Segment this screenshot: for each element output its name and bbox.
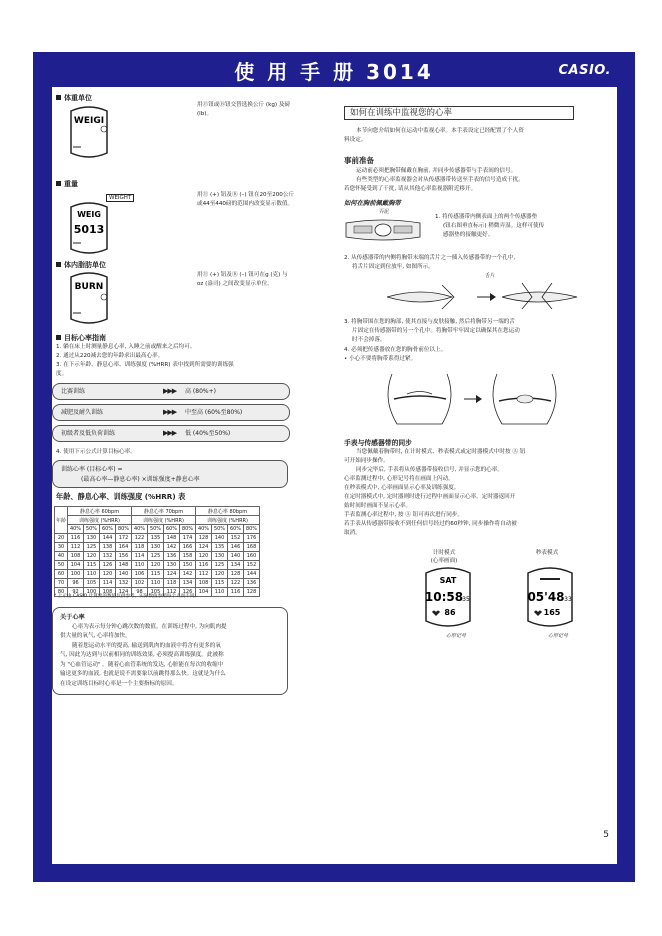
svg-text:86: 86 [444, 608, 456, 617]
hr-cell: 160 [244, 552, 260, 561]
hr-cell: 125 [212, 561, 228, 570]
svg-text:5013: 5013 [73, 223, 105, 236]
level-beginner: 初级者及低负荷训练 ▶▶▶ 低 (40%至50%) [52, 425, 290, 442]
pct-header: 80% [244, 525, 260, 534]
casio-logo: CASIO. [558, 63, 611, 78]
pct-header: 40% [196, 525, 212, 534]
sub-header: 训练强度 (%HRR) [196, 516, 260, 525]
hr-cell: 148 [116, 561, 132, 570]
group-header: 静息心率 60bpm [68, 507, 132, 516]
prep-text: 运动前必须把胸带佩戴在胸前, 并同步传感器带与手表间的信号。 有些类型的心率监视器会对从传感器带传送至手表的信号造成干扰。 若您怀疑受到了干扰, 请从其他心率监视器附近移开。 [344, 168, 524, 192]
hr-cell: 110 [84, 570, 100, 579]
about-line: 为 "心血管运动" 。随着心血管系统的发达, 心脏能在每次的收缩中 [60, 661, 224, 668]
group-header: 静息心率 70bpm [132, 507, 196, 516]
fat-unit-text: 用Ⓔ (+) 钮及Ⓑ (–) 钮可在g (克) 与 oz (盎司) 之间改变显示单位。 [197, 272, 288, 287]
hr-cell: 164 [116, 543, 132, 552]
hr-cell: 132 [116, 579, 132, 588]
sensor-strap-illustration [344, 213, 422, 243]
hr-cell: 122 [228, 579, 244, 588]
hr-cell: 102 [132, 579, 148, 588]
about-line: 输送更多的血液, 也就是说不需要象以前跳得那么快。这就是为什么 [60, 671, 226, 677]
hr-cell: 152 [228, 534, 244, 543]
hr-cell: 124 [196, 543, 212, 552]
tongue-label: 舌片 [485, 273, 496, 279]
page-number: 5 [603, 830, 609, 840]
hr-cell: 114 [100, 579, 116, 588]
svg-text:BURN: BURN [74, 282, 104, 292]
hr-cell: 168 [244, 543, 260, 552]
hr-cell: 140 [116, 570, 132, 579]
age-cell: 40 [55, 552, 68, 561]
hr-cell: 134 [180, 579, 196, 588]
hr-cell: 146 [228, 543, 244, 552]
weight-tag: WEIGHT [106, 194, 134, 202]
hr-cell: 92 [68, 588, 84, 597]
table-row [55, 552, 260, 561]
insert-tongue-illustration [382, 277, 582, 313]
svg-text:WEIG: WEIG [77, 210, 101, 219]
svg-text:165: 165 [543, 608, 561, 617]
pct-header: 80% [180, 525, 196, 534]
table-row [55, 534, 260, 543]
svg-text:SAT: SAT [439, 576, 457, 585]
hr-cell: 120 [148, 561, 164, 570]
hr-cell: 118 [164, 579, 180, 588]
how-to-step3: 3. 将胸带围在您的胸部, 使其直接与皮肤接触, 然后将胸带另一端的舌 片固定在传感器带的另一个孔中。将胸带牢牢固定以确保其在您运动 时不会掉落。 [344, 319, 520, 343]
hr-cell: 120 [84, 552, 100, 561]
hr-cell: 105 [84, 579, 100, 588]
heart-rate-table [54, 506, 260, 597]
hr-cell: 112 [164, 588, 180, 597]
hr-cell: 126 [100, 561, 116, 570]
watch-weight [61, 199, 117, 257]
watch-timekeeping [418, 565, 478, 633]
level-endurance: 减肥及耐久训练 ▶▶▶ 中至高 (60%至80%) [52, 404, 290, 421]
hr-cell: 125 [148, 552, 164, 561]
hr-cell: 128 [228, 570, 244, 579]
age-cell: 60 [55, 570, 68, 579]
hr-cell: 128 [244, 588, 260, 597]
weight-text: 用Ⓔ (+) 钮及Ⓑ (–) 钮在20至200公斤 或44至440磅的范围内改变显示数值。 [197, 192, 295, 207]
hr-cell: 135 [212, 543, 228, 552]
hr-cell: 166 [180, 543, 196, 552]
about-line: 随着您运动水平的提高, 输送到肌肉的血液中将含有更多的氧 [72, 642, 221, 649]
page-content [52, 87, 617, 864]
step-4: 4. 使用下示公式计算目标心率。 [56, 449, 136, 455]
hr-cell: 144 [244, 570, 260, 579]
hr-cell: 140 [228, 552, 244, 561]
pct-header: 80% [116, 525, 132, 534]
svg-text:33: 33 [564, 596, 572, 603]
hr-cell: 108 [68, 552, 84, 561]
strap-label: 弄泥 [379, 209, 390, 215]
hr-cell: 136 [244, 579, 260, 588]
hr-cell: 98 [132, 588, 148, 597]
level-race: 比赛训练 ▶▶▶ 高 (80%+) [52, 383, 290, 400]
target-heading: 目标心率指南 [56, 333, 106, 343]
formula-box: 训练心率 (目标心率) = (最高心率—静息心率) ×训练强度+静息心率 [52, 460, 288, 488]
hr-cell: 148 [164, 534, 180, 543]
age-header: 年龄 [55, 507, 68, 534]
hr-cell: 115 [84, 561, 100, 570]
svg-text:05'48: 05'48 [527, 590, 565, 604]
how-to-step1: 1. 将传感器带内侧表面上的两个传感器垫 (钮右图垂直标示) 稍微弄湿。这样可使传 感器垫的接触更好。 [435, 214, 545, 238]
prep-heading: 事前准备 [344, 156, 374, 165]
heart-mark-label: 心形记号 [446, 633, 467, 639]
hr-cell: 112 [68, 543, 84, 552]
about-line: 供大量的氧气, 心率将加快。 [60, 633, 131, 639]
about-line: 气, 因此为达到与以前相同的训练效果, 必须提高训练强度。此被称 [60, 652, 224, 658]
about-line: 心率为表示每分钟心跳次数的数值。在训练过程中, 为向肌肉提 [72, 623, 227, 630]
hr-cell: 115 [212, 579, 228, 588]
hr-cell: 110 [132, 561, 148, 570]
hr-cell: 120 [196, 552, 212, 561]
hr-cell: 120 [212, 570, 228, 579]
how-to-bullet: • 小心不要将胸带系得过紧。 [344, 356, 417, 362]
fat-unit-heading: 体内脂肪单位 [56, 260, 106, 270]
pct-header: 60% [164, 525, 180, 534]
timekeeping-mode-label: 计时模式 (心率画面) [430, 550, 458, 564]
hr-cell: 132 [100, 552, 116, 561]
hr-cell: 130 [212, 552, 228, 561]
hr-cell: 108 [196, 579, 212, 588]
age-cell: 80 [55, 588, 68, 597]
table-row [55, 543, 260, 552]
table-row [55, 579, 260, 588]
stopwatch-mode-label: 秒表模式 [535, 550, 559, 556]
hr-cell: 106 [132, 570, 148, 579]
hr-cell: 100 [68, 570, 84, 579]
pct-header: 60% [100, 525, 116, 534]
hr-cell: 142 [164, 543, 180, 552]
svg-text:WEIGI: WEIGI [73, 116, 105, 126]
table-row [55, 561, 260, 570]
hr-cell: 126 [180, 588, 196, 597]
hr-cell: 105 [148, 588, 164, 597]
sync-heading: 手表与传感器带的同步 [344, 439, 412, 447]
hr-cell: 124 [164, 570, 180, 579]
hr-cell: 96 [68, 579, 84, 588]
pct-header: 40% [132, 525, 148, 534]
age-cell: 30 [55, 543, 68, 552]
section-title: 如何在训练中监视您的心率 [344, 106, 574, 120]
hr-cell: 110 [148, 579, 164, 588]
hr-cell: 128 [196, 534, 212, 543]
age-cell: 20 [55, 534, 68, 543]
hr-cell: 115 [148, 570, 164, 579]
how-to-heading: 如何在胸前佩戴胸带 [344, 200, 401, 207]
hr-cell: 116 [228, 588, 244, 597]
intro-text: 本节向您介绍如何在运动中监视心率。本手表设定已经配置了个人资 料设定。 [344, 128, 524, 143]
manual-title: 使 用 手 册 3014 [234, 60, 434, 84]
hr-cell: 150 [180, 561, 196, 570]
hr-cell: 136 [164, 552, 180, 561]
hr-cell: 142 [180, 570, 196, 579]
hr-cell: 116 [68, 534, 84, 543]
hr-cell: 130 [84, 534, 100, 543]
hr-cell: 112 [196, 570, 212, 579]
pct-header: 40% [68, 525, 84, 534]
pct-header: 60% [228, 525, 244, 534]
age-cell: 70 [55, 579, 68, 588]
how-to-step4: 4. 必须把传感器放在您的胸骨前位以上。 [344, 347, 447, 353]
hr-cell: 104 [68, 561, 84, 570]
svg-text:10:58: 10:58 [424, 590, 464, 604]
watch-fat-unit [61, 269, 117, 327]
hr-cell: 156 [116, 552, 132, 561]
hr-cell: 122 [132, 534, 148, 543]
hr-cell: 114 [132, 552, 148, 561]
page-frame [33, 52, 635, 882]
sub-header: 训练强度 (%HRR) [132, 516, 196, 525]
hr-cell: 130 [148, 543, 164, 552]
hr-cell: 172 [116, 534, 132, 543]
hr-cell: 130 [164, 561, 180, 570]
hr-cell: 116 [196, 561, 212, 570]
about-heart-rate-box [52, 607, 288, 695]
pct-header: 50% [84, 525, 100, 534]
how-to-step2: 2. 从传感器带的内侧将胸带末端的舌片之一插入传感器带的一个孔中, 将舌片固定到位放牢, 如图所示。 [344, 255, 516, 270]
hr-cell: 110 [212, 588, 228, 597]
target-steps: 1. 躺在床上时测量静息心率, 入睡之前或醒来之后均可。 2. 通过从220减去您的年龄求出最高心率。 3. 在下示年龄、静息心率、训练强度 (%HRR) 表中找到所需要的训练强 度。 [56, 344, 234, 377]
sync-text: 当您佩戴着胸带时, 在计时模式、秒表模式或定时器模式中时按 Ⓐ 钮 可开始同步操作。 同步完毕后, 手表将从传感器带接收信号, 并显示您的心率。 心率监测过程中, 心形记号将在画面上闪动。 在秒表模式中, 心率画面显示心率及训练强度。 在定时器模式中, 定时器则时进行过程中画面显示心率。定时器返回开 始时间时画面不显示心率。 手表监测心率过程中, 按 Ⓐ 钮可再次进行同步。 若手表从传感器带接收不到任何信号经过约60秒钟, 同步操作将自动被 取消。 [344, 449, 526, 536]
header-bar [33, 52, 635, 85]
table-note: * 上示由 CASIO 计算出的数值仅供参考。实际数值参照每个人而不同。 [54, 594, 199, 599]
about-heading: 关于心率 [60, 614, 85, 621]
hr-cell: 125 [84, 543, 100, 552]
watch-weight-unit [61, 103, 117, 161]
hr-cell: 140 [212, 534, 228, 543]
table-title: 年龄、静息心率、训练强度 (%HRR) 表 [56, 492, 186, 501]
hr-cell: 138 [100, 543, 116, 552]
pct-header: 50% [148, 525, 164, 534]
hr-cell: 144 [100, 534, 116, 543]
hr-cell: 120 [100, 570, 116, 579]
sub-header: 训练强度 (%HRR) [68, 516, 132, 525]
wearing-strap-illustration [372, 369, 572, 429]
weight-unit-heading: 体重单位 [56, 93, 92, 103]
svg-text:35: 35 [462, 596, 470, 603]
hr-cell: 108 [100, 588, 116, 597]
weight-heading: 重量 [56, 179, 78, 189]
hr-cell: 100 [84, 588, 100, 597]
group-header: 静息心率 80bpm [196, 507, 260, 516]
hr-cell: 134 [228, 561, 244, 570]
table-row [55, 570, 260, 579]
hr-cell: 124 [116, 588, 132, 597]
hr-cell: 104 [196, 588, 212, 597]
hr-cell: 174 [180, 534, 196, 543]
hr-cell: 158 [180, 552, 196, 561]
weight-unit-text: 用Ⓔ钮或Ⓑ钮交替选换公斤 (kg) 及磅 (lb)。 [197, 102, 291, 117]
about-line: 在设定训练目标时心率是一个主要指标的原因。 [60, 680, 178, 687]
hr-cell: 135 [148, 534, 164, 543]
hr-cell: 152 [244, 561, 260, 570]
hr-cell: 118 [132, 543, 148, 552]
hr-cell: 176 [244, 534, 260, 543]
pct-header: 50% [212, 525, 228, 534]
heart-mark-label: 心形记号 [548, 633, 569, 639]
age-cell: 50 [55, 561, 68, 570]
watch-stopwatch [520, 565, 580, 633]
